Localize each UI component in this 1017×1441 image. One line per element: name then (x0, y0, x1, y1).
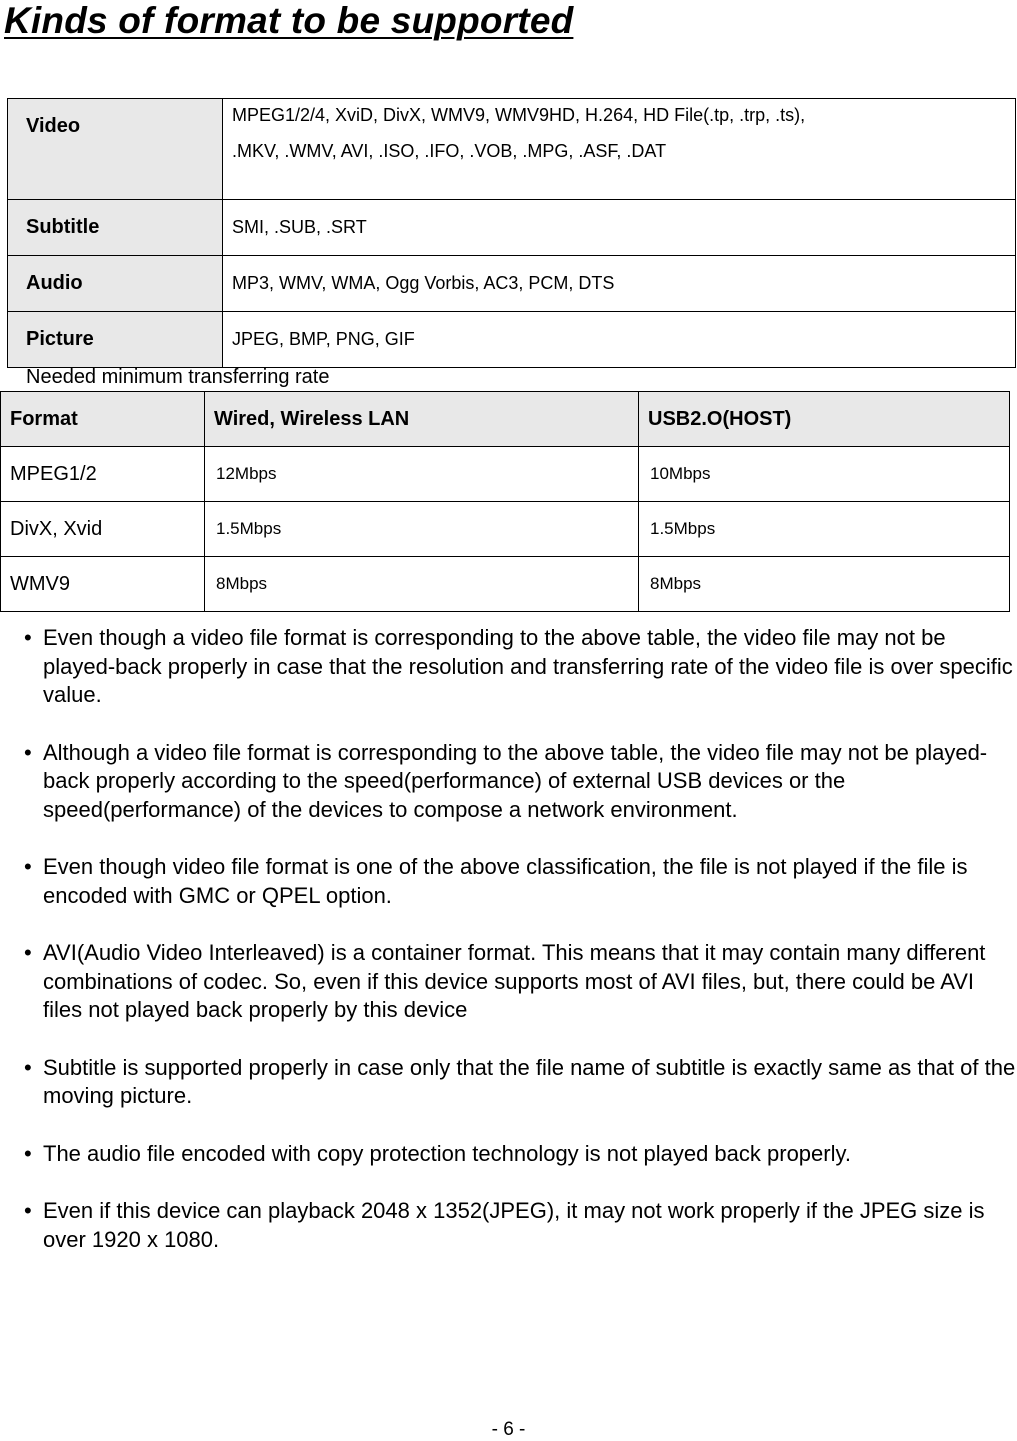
table-row (8, 312, 1016, 368)
bullet-icon: • (24, 1054, 32, 1080)
table-cell-lan: 12Mbps (205, 447, 639, 502)
table-cell-format: WMV9 (1, 557, 205, 612)
list-item (24, 624, 1016, 710)
note-text: Even though a video file format is corresponding to the above table, the video file may not be played-back properly in case that the resolution and transferring rate of the video file is over specific value. (43, 625, 1013, 707)
note-text: Even if this device can playback 2048 x 1352(JPEG), it may not work properly if the JPEG size is over 1920 x 1080. (43, 1198, 985, 1252)
table-row (1, 447, 1010, 502)
list-item (24, 939, 1016, 1025)
page-number: - 6 - (491, 1419, 526, 1440)
table-row (8, 256, 1016, 312)
rate-table-caption: Needed minimum transferring rate (26, 366, 330, 388)
table-row (8, 200, 1016, 256)
row-label-video: Video (8, 99, 223, 200)
video-formats-line-1: MPEG1/2/4, XviD, DivX, WMV9, WMV9HD, H.264, HD File(.tp, .trp, .ts), (232, 105, 806, 125)
bullet-icon: • (24, 739, 32, 765)
table-cell-lan: 8Mbps (205, 557, 639, 612)
table-cell-lan: 1.5Mbps (205, 502, 639, 557)
bullet-icon: • (24, 625, 32, 650)
column-header-format: Format (1, 392, 205, 447)
table-cell-usb: 8Mbps (639, 557, 1010, 612)
note-text: AVI(Audio Video Interleaved) is a container format. This means that it may contain many different combinations of codec. So, even if this device supports most of AVI files, but, there could be AVI files not played back properly by this device (43, 940, 986, 1022)
video-formats-line-2: .MKV, .WMV, AVI, .ISO, .IFO, .VOB, .MPG, .ASF, .DAT (232, 141, 667, 161)
page-title: Kinds of format to be supported (4, 0, 574, 41)
table-row (1, 557, 1010, 612)
list-item (24, 1197, 1016, 1254)
table-cell-usb: 10Mbps (639, 447, 1010, 502)
bullet-icon: • (24, 1140, 32, 1166)
bullet-icon: • (24, 1198, 32, 1223)
list-item (24, 1140, 1016, 1169)
row-value-audio: MP3, WMV, WMA, Ogg Vorbis, AC3, PCM, DTS (223, 256, 1016, 312)
table-row (1, 502, 1010, 557)
note-text: The audio file encoded with copy protection technology is not played back properly. (43, 1140, 851, 1166)
row-value-subtitle: SMI, .SUB, .SRT (223, 200, 1016, 256)
bullet-icon: • (24, 940, 32, 965)
supported-formats-table (7, 98, 1016, 368)
note-text: Even though video file format is one of the above classification, the file is not played if the file is encoded with GMC or QPEL option. (43, 854, 968, 908)
list-item (24, 1054, 1016, 1111)
table-row (8, 99, 1016, 200)
table-cell-usb: 1.5Mbps (639, 502, 1010, 557)
row-label-subtitle: Subtitle (8, 200, 223, 256)
table-cell-format: DivX, Xvid (1, 502, 205, 557)
row-value-picture: JPEG, BMP, PNG, GIF (223, 312, 1016, 368)
row-label-picture: Picture (8, 312, 223, 368)
bullet-icon: • (24, 854, 32, 879)
table-header-row (1, 392, 1010, 447)
column-header-lan: Wired, Wireless LAN (205, 392, 639, 447)
column-header-usb: USB2.O(HOST) (639, 392, 1010, 447)
note-text: Subtitle is supported properly in case only that the file name of subtitle is exactly same as that of the moving picture. (43, 1054, 1016, 1108)
notes-list (24, 624, 1016, 1283)
row-label-audio: Audio (8, 256, 223, 312)
row-value-video (223, 99, 1016, 200)
list-item (24, 739, 1016, 825)
note-text: Although a video file format is corresponding to the above table, the video file may not be played-back properly according to the speed(performance) of external USB devices or the speed(performance) of the devices to compose a network environment. (43, 739, 988, 822)
table-cell-format: MPEG1/2 (1, 447, 205, 502)
list-item (24, 853, 1016, 910)
transfer-rate-table (0, 391, 1010, 612)
